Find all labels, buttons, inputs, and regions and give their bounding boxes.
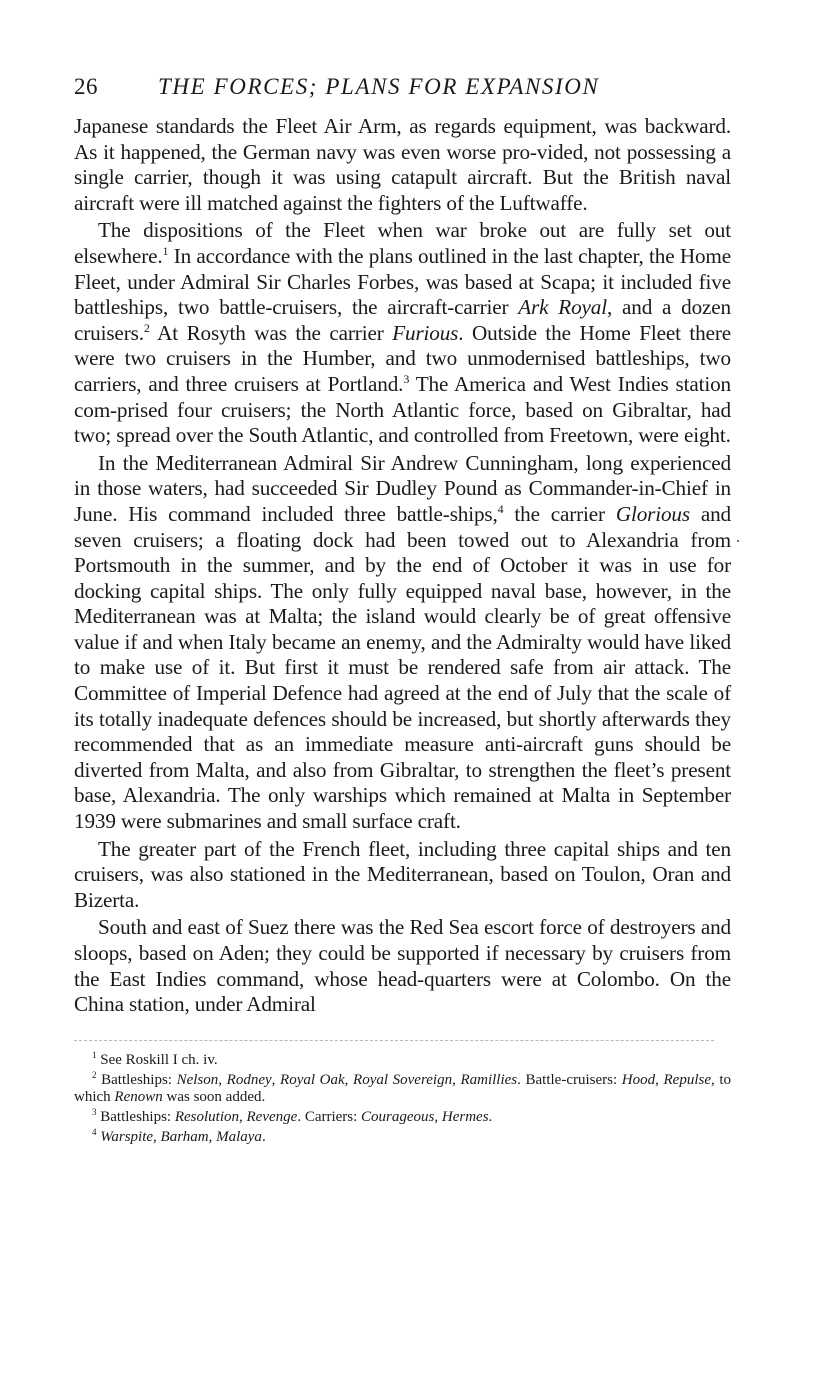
italic-ship-name: Ark Royal xyxy=(518,295,607,320)
italic-ship-name: Nelson xyxy=(176,1071,219,1088)
footnote-text: . xyxy=(488,1108,493,1125)
body-text xyxy=(74,114,731,1018)
italic-ship-name: Furious xyxy=(392,320,459,345)
footnote-ref: 3 xyxy=(92,1106,97,1117)
footnote-text: Battleships: xyxy=(96,1071,177,1088)
footnote-text: . Carriers: xyxy=(297,1108,362,1125)
italic-ship-name: Barham xyxy=(160,1128,209,1145)
running-title: THE FORCES; PLANS FOR EXPANSION xyxy=(158,74,600,99)
italic-ship-name: Repulse xyxy=(663,1071,711,1088)
paragraph-text: Japanese standards the Fleet Air Arm, as regards equipment, was backward. As it happened, the German navy was even worse pro-vided, not possessing a single carrier, though it was using catapult aircraft. But the British naval aircraft were ill matched against the fighters of the Luftwaffe. xyxy=(74,114,731,215)
footnote-text: , xyxy=(218,1071,227,1088)
footnote-text: . xyxy=(261,1128,266,1145)
footnote-ref: 2 xyxy=(92,1069,97,1080)
footnote-text: , xyxy=(655,1071,664,1088)
italic-ship-name: Hood xyxy=(621,1071,656,1088)
italic-ship-name: Royal Oak xyxy=(280,1071,345,1088)
footnote xyxy=(74,1106,731,1126)
page-number: 26 xyxy=(74,74,98,99)
footnote-text: , xyxy=(271,1071,281,1088)
paragraph xyxy=(74,915,731,1017)
paragraph xyxy=(74,218,731,448)
footnote xyxy=(74,1126,731,1146)
footnote-text: was soon added. xyxy=(162,1088,266,1105)
footnote-text: , to which xyxy=(74,1071,732,1105)
paragraph-text: The greater part of the French fleet, including three capital ships and ten cruisers, was also stationed in the Mediterranean, based on Toulon, Oran and Bizerta. xyxy=(74,836,731,912)
italic-ship-name: Glorious xyxy=(615,501,690,526)
italic-ship-name: Revenge xyxy=(246,1108,298,1125)
footnote xyxy=(74,1069,732,1106)
footnote-text: Battleships: xyxy=(96,1108,175,1125)
footnote-text: . Battle-cruisers: xyxy=(517,1071,622,1088)
paragraph-text: the carrier xyxy=(503,501,616,526)
footnote-text: , xyxy=(208,1128,217,1145)
paragraph xyxy=(74,114,731,216)
footnote xyxy=(74,1049,731,1069)
paragraph-text: In the Mediterranean Admiral Sir Andrew Cunningham, long experienced in those waters, had succeeded Sir Dudley Pound as Commander-in-Chief in June. His command included three battle-ships, xyxy=(74,450,731,526)
footnote-ref: 3 xyxy=(403,371,410,386)
italic-ship-name: Hermes xyxy=(441,1108,489,1125)
paragraph-text: . Outside the Home Fleet there were two cruisers in the Humber, and two unmodernised battleships, two carriers, and three cruisers at Portland. xyxy=(74,320,731,396)
italic-ship-name: Resolution xyxy=(174,1108,240,1125)
italic-ship-name: Rodney xyxy=(226,1071,272,1088)
italic-ship-name: Ramillies xyxy=(460,1071,518,1088)
margin-mark xyxy=(737,540,739,542)
paragraph xyxy=(74,451,731,835)
italic-ship-name: Royal Sovereign xyxy=(353,1071,453,1088)
footnote-text: , xyxy=(434,1108,442,1125)
footnote-text: See Roskill I ch. iv. xyxy=(96,1051,218,1068)
paragraph-text: The America and West Indies station com-prised four cruisers; the North Atlantic force, based on Gibraltar, had two; spread over the South Atlantic, and controlled from Freetown, were eight. xyxy=(74,371,732,448)
footnote-text: , xyxy=(153,1128,161,1145)
italic-ship-name: Courageous xyxy=(361,1108,435,1125)
paragraph-text: and seven cruisers; a floating dock had been towed out to Alexandria from Portsmouth in the summer, and by the end of October it was in use for docking capital ships. The only fully equipped naval base, however, in the Mediterranean was at Malta; the island would clearly be of great offensive value if and when Italy became an enemy, and the Admiralty would have liked to make use of it. But first it must be rendered safe from air attack. The Committee of Imperial Defence had agreed at the end of July that the scale of its totally inadequate defences should be increased, but shortly afterwards they recommended that as an immediate measure anti-aircraft guns should be diverted from Malta, and also from Gibraltar, to strengthen the fleet’s present base, Alexandria. The only warships which remained at Malta in September 1939 were submarines and small surface craft. xyxy=(74,501,731,834)
italic-ship-name: Renown xyxy=(114,1088,163,1105)
paragraph-text: In accordance with the plans outlined in the last chapter, the Home Fleet, under Admiral Sir Charles Forbes, was based at Scapa; it included five battleships, two battle-cruisers, the aircraft-carrier xyxy=(74,243,731,320)
footnote-ref: 1 xyxy=(162,243,169,258)
footnote-ref: 4 xyxy=(92,1126,97,1137)
paragraph-text: At Rosyth was the carrier xyxy=(149,320,393,345)
running-head xyxy=(74,74,731,114)
italic-ship-name: Warspite xyxy=(100,1128,154,1145)
paragraph-text: The dispositions of the Fleet when war broke out are fully set out elsewhere. xyxy=(74,218,731,268)
book-page xyxy=(74,74,731,1146)
paragraph-text: South and east of Suez there was the Red Sea escort force of destroyers and sloops, based on Aden; they could be supported if necessary by cruisers from the East Indies command, whose head-quarters were at Colombo. On the China station, under Admiral xyxy=(74,915,731,1017)
footnote-divider xyxy=(74,1040,714,1042)
footnote-ref: 4 xyxy=(497,501,504,516)
footnote-text: , xyxy=(344,1071,354,1088)
paragraph xyxy=(74,837,731,914)
footnotes xyxy=(74,1049,732,1146)
footnote-ref: 2 xyxy=(143,320,150,335)
footnote-ref: 1 xyxy=(92,1049,97,1060)
paragraph-text: , and a dozen cruisers. xyxy=(74,295,731,345)
footnote-text: , xyxy=(452,1071,461,1088)
italic-ship-name: Malaya xyxy=(216,1128,262,1145)
footnote-text: , xyxy=(239,1108,247,1125)
